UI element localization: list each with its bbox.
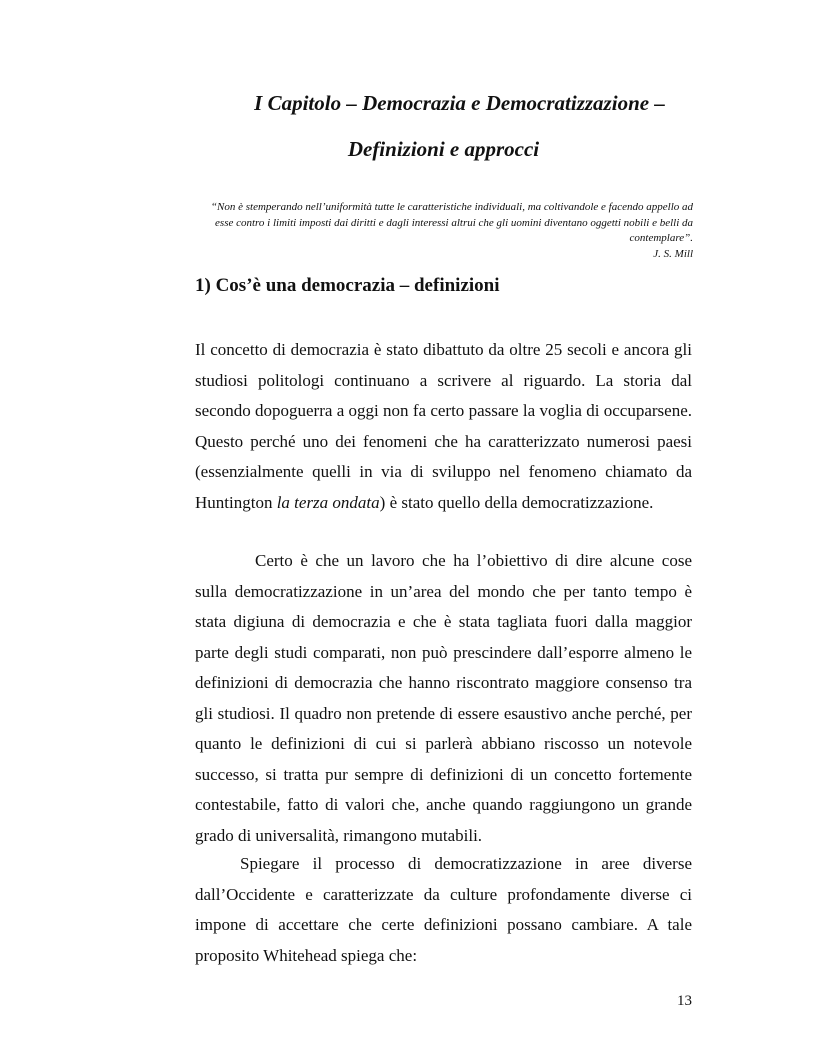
- section-heading: 1) Cos’è una democrazia – definizioni: [195, 275, 500, 296]
- paragraph-1-text-b: ) è stato quello della democratizzazione.: [379, 492, 654, 512]
- epigraph-quote: “Non è stemperando nell’uniformità tutte le caratteristiche individuali, ma coltivandole e facendo appello ad esse contro i limiti imposti dai diritti e dagli interessi altrui che gli uomini diventano oggetti nobili e belli da contemplare”.: [210, 201, 693, 244]
- epigraph-author: J. S. Mill: [653, 247, 693, 260]
- paragraph-1-italic: la terza ondata: [276, 492, 380, 512]
- paragraph-1: [195, 335, 692, 518]
- paragraph-3: Spiegare il processo di democratizzazione in aree diverse dall’Occidente e caratterizzate da culture profondamente diverse ci impone di accettare che certe definizioni possano cambiare. A tale proposito Whitehead spiega che:: [195, 854, 692, 965]
- chapter-title: [195, 80, 692, 172]
- paragraph-1-text-a: Il concetto di democrazia è stato dibattuto da oltre 25 secoli e ancora gli studiosi politologi continuano a scrivere al riguardo. La storia dal secondo dopoguerra a oggi non fa certo passare la voglia di occuparsene. Questo perché uno dei fenomeni che ha caratterizzato numerosi paesi (essenzialmente quelli in via di sviluppo nel fenomeno chiamato da Huntington: [195, 340, 692, 512]
- chapter-title-line1: I Capitolo – Democrazia e Democratizzazione –: [254, 91, 665, 115]
- epigraph: [205, 200, 693, 262]
- chapter-title-line2: Definizioni e approcci: [347, 137, 540, 161]
- page-number: 13: [677, 993, 692, 1009]
- paragraph-2: Certo è che un lavoro che ha l’obiettivo di dire alcune cose sulla democratizzazione in un’area del mondo che per tanto tempo è stata digiuna di democrazia e che è stata tagliata fuori dalla maggior parte degli studi comparati, non può prescindere dall’esporre almeno le definizioni di democrazia che hanno riscontrato maggiore consenso tra gli studiosi. Il quadro non pretende di essere esaustivo anche perché, per quanto le definizioni di cui si parlerà abbiano riscosso un notevole successo, si tratta pur sempre di definizioni di un concetto fortemente contestabile, fatto di valori che, anche quando raggiungono un grande grado di universalità, rimangono mutabili.: [195, 551, 692, 845]
